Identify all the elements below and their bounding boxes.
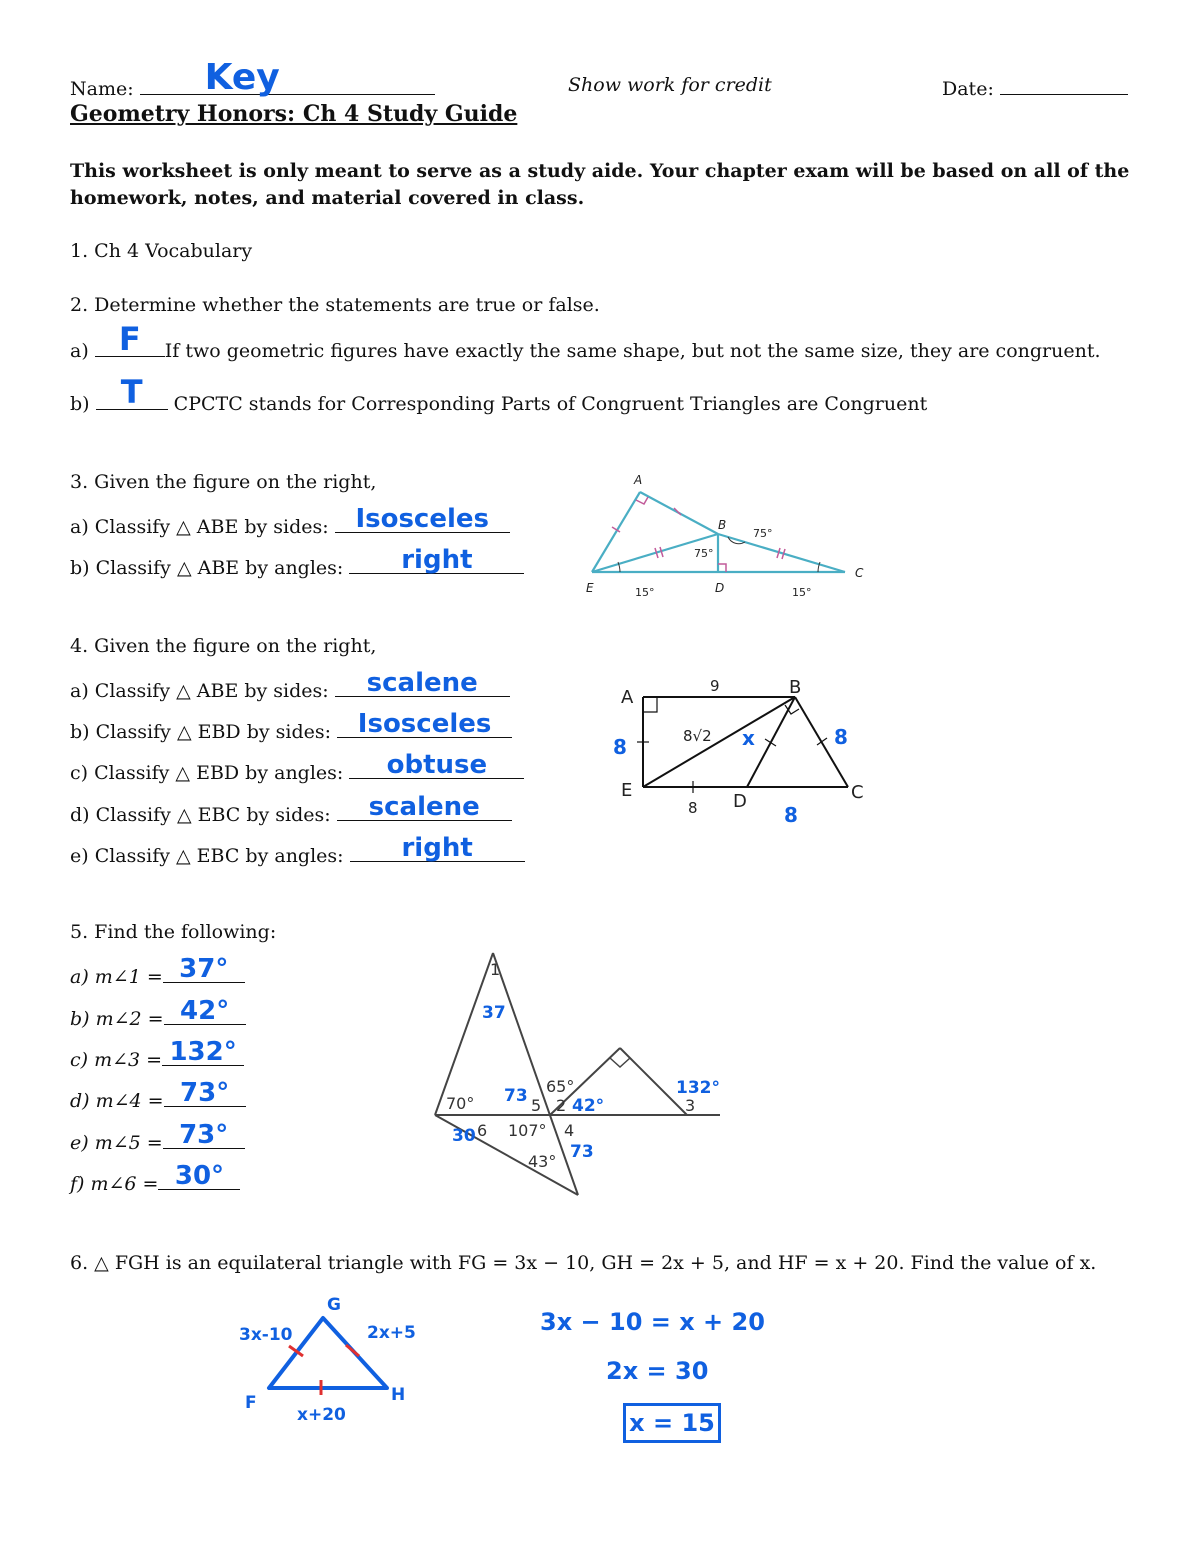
q6-label-F: F: [245, 1393, 257, 1413]
q5c-text: c) m∠3 =: [70, 1049, 163, 1071]
q5-angle-70: 70°: [446, 1094, 475, 1113]
q5-angle-43: 43°: [528, 1152, 557, 1171]
q5d-text: d) m∠4 =: [70, 1090, 164, 1112]
q4-label-D: D: [733, 791, 747, 812]
q4b-text: b) Classify △ EBD by sides:: [70, 721, 332, 743]
q4-hw-right: 8: [834, 725, 848, 749]
q3a-answer: Isosceles: [355, 504, 489, 534]
q5e-answer: 73°: [179, 1120, 229, 1150]
q4-label-A: A: [621, 687, 634, 708]
q3-label-D: D: [715, 581, 725, 595]
q5f-blank[interactable]: [158, 1161, 240, 1191]
q4-hw-x: x: [742, 726, 755, 750]
q3-prompt: 3. Given the figure on the right,: [70, 471, 377, 493]
q5-angle-5: 5: [531, 1096, 542, 1115]
q4-side-top: 9: [710, 677, 720, 695]
q6-label-H: H: [391, 1385, 406, 1405]
page-title: Geometry Honors: Ch 4 Study Guide: [70, 101, 518, 127]
q4-item: [70, 709, 512, 743]
q4-item: [70, 792, 512, 826]
q4-label-B: B: [789, 677, 802, 698]
q6-side-gh: 2x+5: [367, 1323, 416, 1343]
q3-angle-15-left: 15°: [635, 586, 655, 599]
q3-label-A: A: [634, 473, 643, 487]
show-work-note: Show work for credit: [568, 74, 772, 96]
q4c-answer: obtuse: [386, 750, 488, 780]
q2b-text: CPCTC stands for Corresponding Parts of Congruent Triangles are Congruent: [173, 393, 928, 415]
q5-item: [70, 996, 246, 1030]
q2-prompt: 2. Determine whether the statements are true or false.: [70, 294, 600, 316]
q3a-row: [70, 504, 510, 538]
q4-item: [70, 668, 510, 702]
q4e-blank[interactable]: [350, 833, 525, 863]
q6-side-hf: x+20: [297, 1405, 346, 1425]
q5-angle-1: 1: [490, 960, 501, 979]
q5b-blank[interactable]: [164, 996, 246, 1026]
q2b-row: [70, 373, 928, 415]
q6-prompt: 6. △ FGH is an equilateral triangle with FG = 3x − 10, GH = 2x + 5, and HF = x + 20. Find the value of x.: [70, 1252, 1097, 1274]
q5d-answer: 73°: [180, 1078, 230, 1108]
q5e-blank[interactable]: [163, 1120, 245, 1150]
name-field[interactable]: [140, 57, 435, 98]
name-value: Key: [204, 57, 280, 98]
q4-item: [70, 750, 524, 784]
q4d-blank[interactable]: [337, 792, 512, 822]
q4c-text: c) Classify △ EBD by angles:: [70, 762, 344, 784]
q2a-label: a): [70, 340, 89, 362]
date-label: Date:: [942, 78, 994, 100]
q3b-blank[interactable]: [349, 545, 524, 575]
q4-item: [70, 833, 525, 867]
q6-triangle-figure: [235, 1290, 455, 1430]
q4-diagonal: 8√2: [683, 727, 712, 745]
q3-label-C: C: [855, 566, 864, 580]
q2a-text: If two geometric figures have exactly the same shape, but not the same size, they are congruent.: [164, 340, 1101, 362]
q5-angle-3: 3: [685, 1096, 696, 1115]
q5f-text: f) m∠6 =: [70, 1173, 159, 1195]
q5a-text: a) m∠1 =: [70, 966, 163, 988]
q5a-answer: 37°: [179, 954, 229, 984]
q6-side-fg: 3x-10: [239, 1325, 293, 1345]
q3-label-E: E: [586, 581, 594, 595]
q4-side-bottom: 8: [688, 799, 698, 817]
q3b-row: [70, 545, 524, 579]
q5-hw-132: 132°: [676, 1078, 720, 1098]
q1-text: 1. Ch 4 Vocabulary: [70, 240, 253, 262]
q2b-answer: T: [120, 373, 143, 411]
q5-hw-42: 42°: [572, 1096, 605, 1116]
q6-work-line2: 2x = 30: [606, 1357, 709, 1385]
name-row: [70, 57, 435, 100]
q5-item: [70, 1161, 240, 1195]
q2b-label: b): [70, 393, 90, 415]
q2a-answer: F: [118, 320, 141, 358]
q4-label-C: C: [851, 782, 864, 803]
q5-hw-37: 37: [482, 1003, 506, 1023]
q5d-blank[interactable]: [164, 1078, 246, 1108]
q5-hw-73-left: 73: [504, 1086, 528, 1106]
q5-angle-65: 65°: [546, 1077, 575, 1096]
q5-item: [70, 954, 245, 988]
q4a-answer: scalene: [366, 668, 478, 698]
date-field[interactable]: [1000, 74, 1128, 95]
name-label: Name:: [70, 78, 134, 100]
q5-item: [70, 1120, 245, 1154]
q3-angle-15-right: 15°: [792, 586, 812, 599]
q3a-text: a) Classify △ ABE by sides:: [70, 516, 329, 538]
q4b-blank[interactable]: [337, 709, 512, 739]
q4-prompt: 4. Given the figure on the right,: [70, 635, 377, 657]
q5b-text: b) m∠2 =: [70, 1008, 164, 1030]
q4d-text: d) Classify △ EBC by sides:: [70, 804, 331, 826]
q6-label-G: G: [327, 1295, 341, 1315]
q3-angle-75-inner: 75°: [694, 547, 714, 560]
q5-angle-107: 107°: [508, 1121, 547, 1140]
q3b-answer: right: [401, 545, 473, 575]
date-row: [942, 74, 1128, 100]
q4-hw-left: 8: [613, 735, 627, 759]
q3b-text: b) Classify △ ABE by angles:: [70, 557, 344, 579]
q5-hw-30: 30: [452, 1126, 476, 1146]
q3-triangle-figure: [580, 470, 880, 605]
q4-label-E: E: [621, 780, 633, 801]
q5-prompt: 5. Find the following:: [70, 921, 277, 943]
q5b-answer: 42°: [180, 996, 230, 1026]
q5-figure: [420, 945, 730, 1205]
q3-angle-75-outer: 75°: [753, 527, 773, 540]
q4-figure: [605, 672, 875, 827]
q5c-blank[interactable]: [162, 1037, 244, 1067]
q2a-row: [70, 320, 1101, 362]
q4b-answer: Isosceles: [357, 709, 492, 739]
q4e-answer: right: [401, 833, 473, 863]
q4a-blank[interactable]: [335, 668, 510, 698]
q4a-text: a) Classify △ ABE by sides:: [70, 680, 329, 702]
q2b-blank[interactable]: [96, 373, 168, 411]
q4e-text: e) Classify △ EBC by angles:: [70, 845, 344, 867]
q5-angle-6: 6: [477, 1121, 488, 1140]
q5c-answer: 132°: [169, 1037, 237, 1067]
q5-angle-2: 2: [556, 1096, 567, 1115]
q5e-text: e) m∠5 =: [70, 1132, 163, 1154]
intro-text: This worksheet is only meant to serve as a study aide. Your chapter exam will be based on all of the homework, notes, and material covered in class.: [70, 160, 1130, 209]
q3-label-B: B: [718, 518, 727, 532]
q4-hw-bottom: 8: [784, 803, 798, 827]
q6-work-line1: 3x − 10 = x + 20: [540, 1308, 765, 1336]
q2a-blank[interactable]: [95, 320, 165, 358]
q5-hw-73-right: 73: [570, 1142, 594, 1162]
q6-final-answer: x = 15: [623, 1403, 721, 1443]
q5a-blank[interactable]: [163, 954, 245, 984]
q4c-blank[interactable]: [349, 750, 524, 780]
q5-angle-4: 4: [564, 1121, 575, 1140]
q5-item: [70, 1037, 244, 1071]
q5-item: [70, 1078, 246, 1112]
q4d-answer: scalene: [368, 792, 480, 822]
q5f-answer: 30°: [174, 1161, 225, 1191]
q3a-blank[interactable]: [335, 504, 510, 534]
